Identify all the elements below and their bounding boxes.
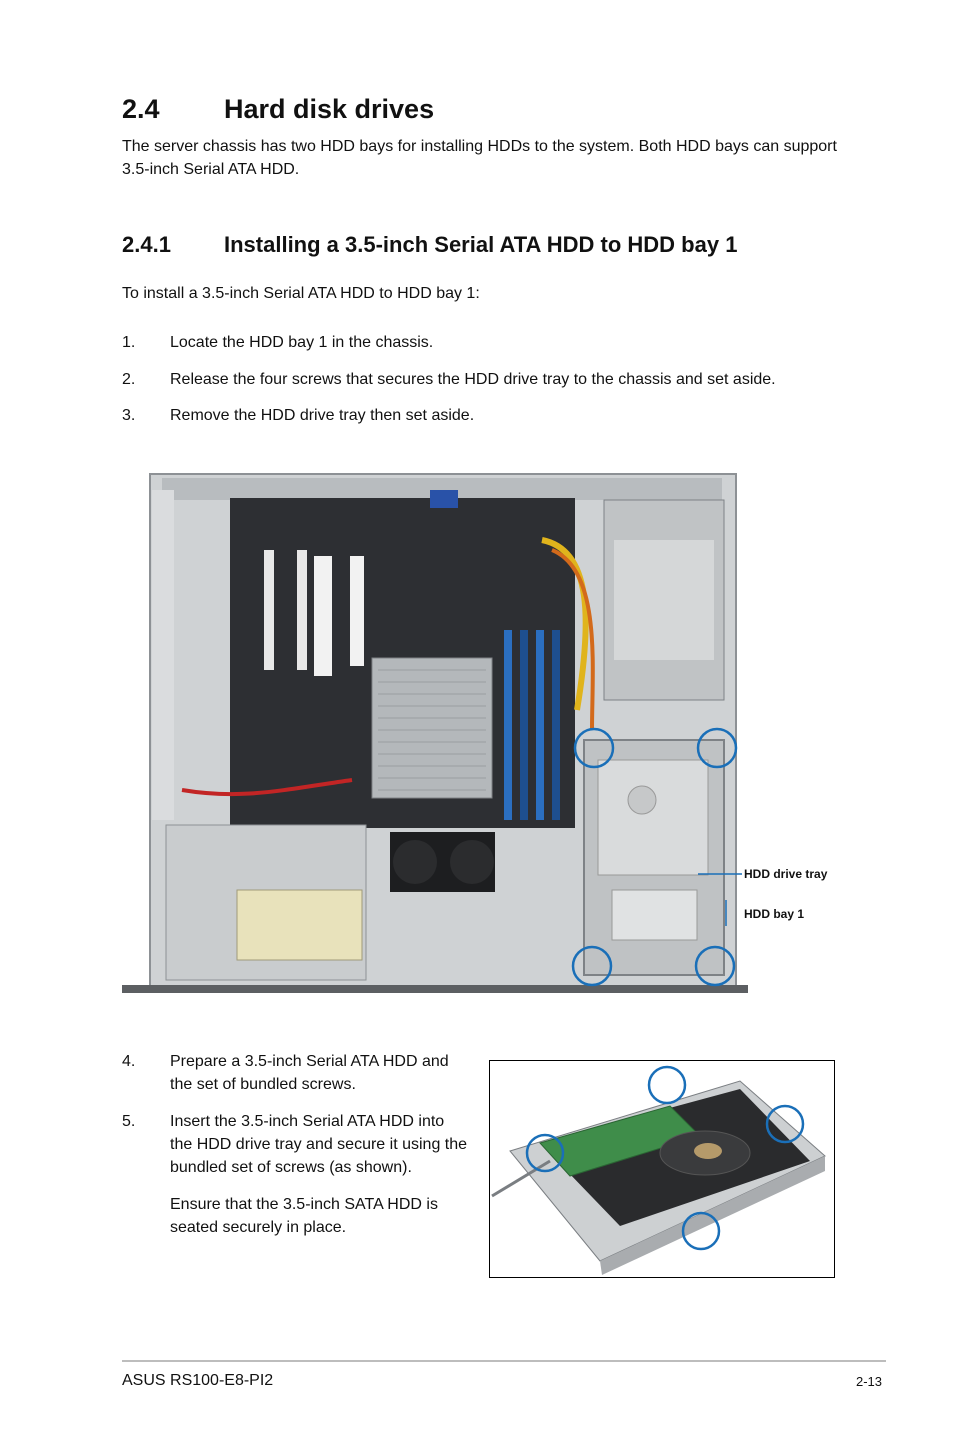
subsection-number: 2.4.1	[122, 232, 171, 257]
step-number: 2.	[122, 371, 136, 388]
subsection-heading	[122, 230, 737, 260]
step-number: 3.	[122, 407, 136, 424]
step-text: Insert the 3.5-inch Serial ATA HDD into the HDD drive tray and secure it using the bundled set of screws (as shown).	[170, 1113, 468, 1176]
step-number: 1.	[122, 334, 136, 351]
hdd-tray-illustration	[490, 1061, 835, 1278]
step-number: 5.	[122, 1113, 136, 1130]
footer-page-number: 2-13	[856, 1374, 883, 1389]
section-number: 2.4	[122, 94, 160, 124]
step-text: Release the four screws that secures the HDD drive tray to the chassis and set aside.	[170, 371, 776, 388]
step-text: Remove the HDD drive tray then set aside.	[170, 407, 475, 424]
note-text: Ensure that the 3.5-inch SATA HDD is seated securely in place.	[170, 1196, 438, 1236]
lead-paragraph: To install a 3.5-inch Serial ATA HDD to HDD bay 1:	[122, 285, 480, 302]
hdd-tray-figure	[489, 1060, 835, 1278]
intro-paragraph: The server chassis has two HDD bays for installing HDDs to the system. Both HDD bays can support 3.5-inch Serial ATA HDD.	[122, 138, 837, 178]
footer-rule	[122, 1360, 886, 1362]
step-text: Locate the HDD bay 1 in the chassis.	[170, 334, 434, 351]
section-title: Hard disk drives	[224, 94, 435, 124]
step-number: 4.	[122, 1053, 136, 1070]
step-text: Prepare a 3.5-inch Serial ATA HDD and the set of bundled screws.	[170, 1053, 449, 1093]
callout-hdd-bay-1: HDD bay 1	[744, 907, 805, 921]
section-heading	[122, 92, 434, 126]
callout-hdd-drive-tray: HDD drive tray	[744, 867, 828, 881]
footer-model: ASUS RS100-E8-PI2	[122, 1372, 274, 1389]
subsection-title: Installing a 3.5-inch Serial ATA HDD to HDD bay 1	[224, 232, 738, 257]
